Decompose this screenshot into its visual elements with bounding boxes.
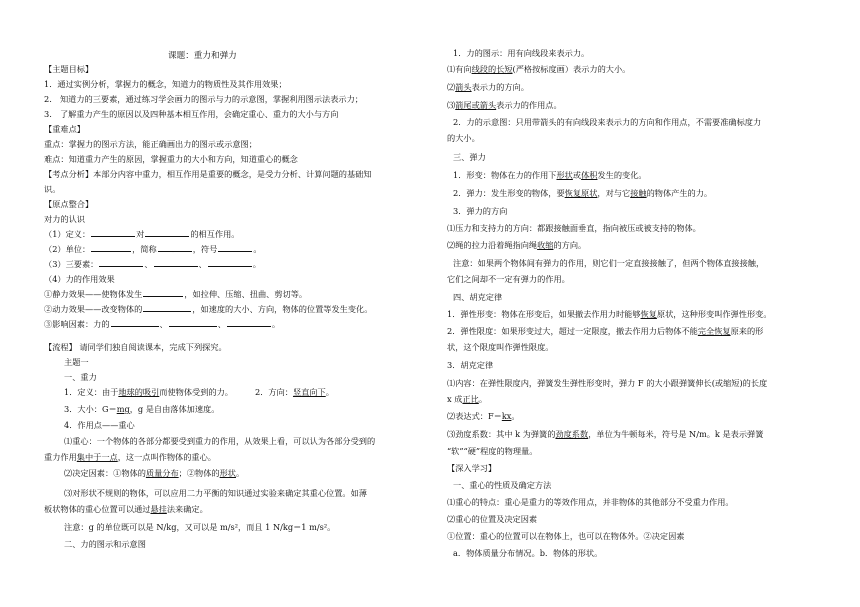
hooke-heading: 四、胡克定律: [453, 292, 503, 302]
cg-properties-heading: 一、重心的性质及确定方法: [453, 480, 552, 490]
center-of-gravity-2: 重力作用集中于一点，这一点叫作物体的重心。: [44, 452, 216, 462]
blank-field[interactable]: ．: [143, 287, 183, 297]
diagram-arrow: ⑵箭头表示力的方向。: [447, 82, 529, 92]
topic-one: 主题一: [64, 357, 89, 367]
gravity-note: 注意：g 的单位既可以是 N/kg，又可以是 m/s²，而且 1 N/kg＝1 m/s²。: [64, 522, 336, 532]
dynamic-effect: ②动力效果——改变物体的 ，如速度的大小、方向，物体的位置等发生变化。: [44, 304, 373, 314]
center-of-gravity-5: 板状物体的重心位置可以通过悬挂法来确定。: [44, 504, 208, 514]
cg-position: ①位置：重心的位置可以在物体上，也可以在物体外。②决定因素: [447, 531, 685, 541]
elastic-note-2: 它们之间却不一定有弹力的作用。: [447, 274, 570, 284]
blank-field[interactable]: [154, 257, 198, 267]
key-header: 【重难点】: [44, 124, 85, 134]
stiffness-line-1: ⑶劲度系数：其中 k 为弹簧的劲度系数，单位为牛顿每米，符号是 N/m。k 是表示弹簧: [447, 429, 764, 439]
cg-feature: ⑴重心的特点：重心是重力的等效作用点，并非物体的其他部分不受重力作用。: [447, 497, 734, 507]
elastic-limit-def: 2．弹性限度：如果形变过大，超过一定限度，撤去作用力后物体不能完全恢复原来的形: [447, 326, 764, 336]
blank-field[interactable]: [143, 302, 191, 312]
exam-analysis-line-1: 【考点分析】本部分内容中重力，相互作用是重要的概念，是受力分析、计算问题的基础知: [44, 169, 372, 179]
elastic-direction-heading: 3．弹力的方向: [453, 206, 508, 216]
rope-tension-direction: ⑵绳的拉力沿着绳指向绳收缩的方向。: [447, 240, 587, 250]
blank-field[interactable]: [169, 317, 217, 327]
elastic-limit-cont: 状，这个限度叫作弹性限度。: [447, 342, 554, 352]
key-point-1: 重点：掌握力的图示方法，能正确画出力的图示或示意图；: [44, 139, 257, 149]
goal-item-1: 1．通过实例分析，掌握力的概念，知道力的物质性及其作用效果；: [44, 79, 287, 89]
hooke-law-heading: 3．胡克定律: [447, 360, 494, 370]
blank-field[interactable]: [91, 227, 135, 237]
gravity-heading: 一、重力: [64, 372, 97, 382]
force-effect-heading: （4）力的作用效果: [44, 274, 115, 284]
key-point-2: 难点：知道重力产生的原因，掌握重力的大小和方向，知道重心的概念: [44, 154, 298, 164]
blank-field[interactable]: [111, 317, 159, 327]
deep-learning-header: 【深入学习】: [447, 463, 497, 473]
center-of-gravity-3: ⑵决定因素：①物体的质量分布；②物体的形状。: [64, 468, 245, 478]
goal-item-3: 3. 了解重力产生的原因以及四种基本相互作用，会确定重心、重力的大小与方向: [44, 109, 339, 119]
elastic-note-1: 注意：如果两个物体间有弹力的作用，则它们一定直接接触了，但两个物体直接接触，: [453, 258, 765, 268]
blank-field[interactable]: [99, 257, 143, 267]
diagram-point: ⑶箭尾或箭头表示力的作用点。: [447, 100, 562, 110]
section-two-heading: 二、力的图示和示意图: [64, 539, 146, 549]
center-of-gravity-1: ⑴重心：一个物体的各部分都要受到重力的作用，从效果上看，可以认为各部分受到的: [64, 436, 376, 446]
gravity-magnitude: 3．大小：G＝mg，g 是自由落体加速度。: [64, 404, 220, 414]
diagram-length: ⑴有向线段的长短(严格按标度画）表示力的大小。: [447, 64, 631, 74]
deformation-def: 1．形变：物体在力的作用下形状或体积发生的变化。: [453, 170, 647, 180]
stiffness-line-2: “软”“硬”程度的物理量。: [447, 446, 538, 456]
hooke-formula: ⑵表达式：F＝kx。: [447, 411, 520, 421]
goal-item-2: 2. 知道力的三要素，通过练习学会画力的图示与力的示意图，掌握利用图示法表示力；: [44, 94, 363, 104]
exam-analysis-line-2: 识。: [44, 184, 61, 194]
gravity-point: 4．作用点——重心: [64, 420, 135, 430]
static-effect: ①静力效果——使物体发生 ． ，如拉伸、压缩、扭曲、剪切等。: [44, 289, 308, 299]
diagram-def: 1．力的图示：用有向线段来表示力。: [453, 48, 590, 58]
hooke-content-1: ⑴内容：在弹性限度内，弹簧发生弹性形变时，弹力 F 的大小跟弹簧伸长(或缩短)的长度: [447, 378, 768, 388]
center-of-gravity-4: ⑶对形状不规则的物体，可以应用二力平衡的知识通过实验来确定其重心位置。如薄: [64, 488, 367, 498]
elastic-force-def: 2．弹力：发生形变的物体，要恢复原状，对与它接触的物体产生的力。: [453, 188, 713, 198]
force-unit: （2）单位： ，简称 ． ，符号 。: [44, 244, 262, 254]
influence-factors: ③影响因素：力的 、 、 。: [44, 319, 281, 329]
schematic-line-2: 的大小。: [447, 133, 480, 143]
gravity-definition: 1．定义：由于地球的吸引而使物体受到的力。 2．方向：竖直向下。: [64, 387, 334, 397]
force-three-elements: （3）三要素： 、 、 。: [44, 259, 261, 269]
force-heading: 对力的认识: [44, 214, 85, 224]
blank-field[interactable]: [208, 257, 252, 267]
blank-field[interactable]: [91, 242, 131, 252]
prior-header: 【原点整合】: [44, 199, 94, 209]
elastic-heading: 三、弹力: [453, 152, 486, 162]
support-force-direction: ⑴压力和支持力的方向：都跟接触面垂直，指向被压或被支持的物体。: [447, 223, 701, 233]
cg-position-heading: ⑵重心的位置及决定因素: [447, 514, 538, 524]
cg-factors: a．物体质量分布情况。b．物体的形状。: [453, 548, 603, 558]
schematic-line-1: 2．力的示意图：只用带箭头的有向线段来表示力的方向和作用点，不需要准确标度力: [453, 117, 762, 127]
goal-header: 【主题目标】: [44, 64, 94, 74]
force-definition: （1）定义： 对 的相互作用。: [44, 229, 240, 239]
page-title: 课题：重力和弹力: [168, 51, 237, 61]
elastic-deformation-def: 1．弹性形变：物体在形变后，如果撤去作用力时能够恢复原状，这种形变叫作弹性形变。: [447, 309, 772, 319]
blank-field[interactable]: [145, 227, 189, 237]
process-header: 【流程】 请同学们独自阅读课本，完成下列探究。: [44, 342, 227, 352]
hooke-content-2: x 成正比。: [447, 394, 488, 404]
blank-field[interactable]: ．: [158, 242, 192, 252]
blank-field[interactable]: [218, 242, 252, 252]
blank-field[interactable]: [227, 317, 271, 327]
